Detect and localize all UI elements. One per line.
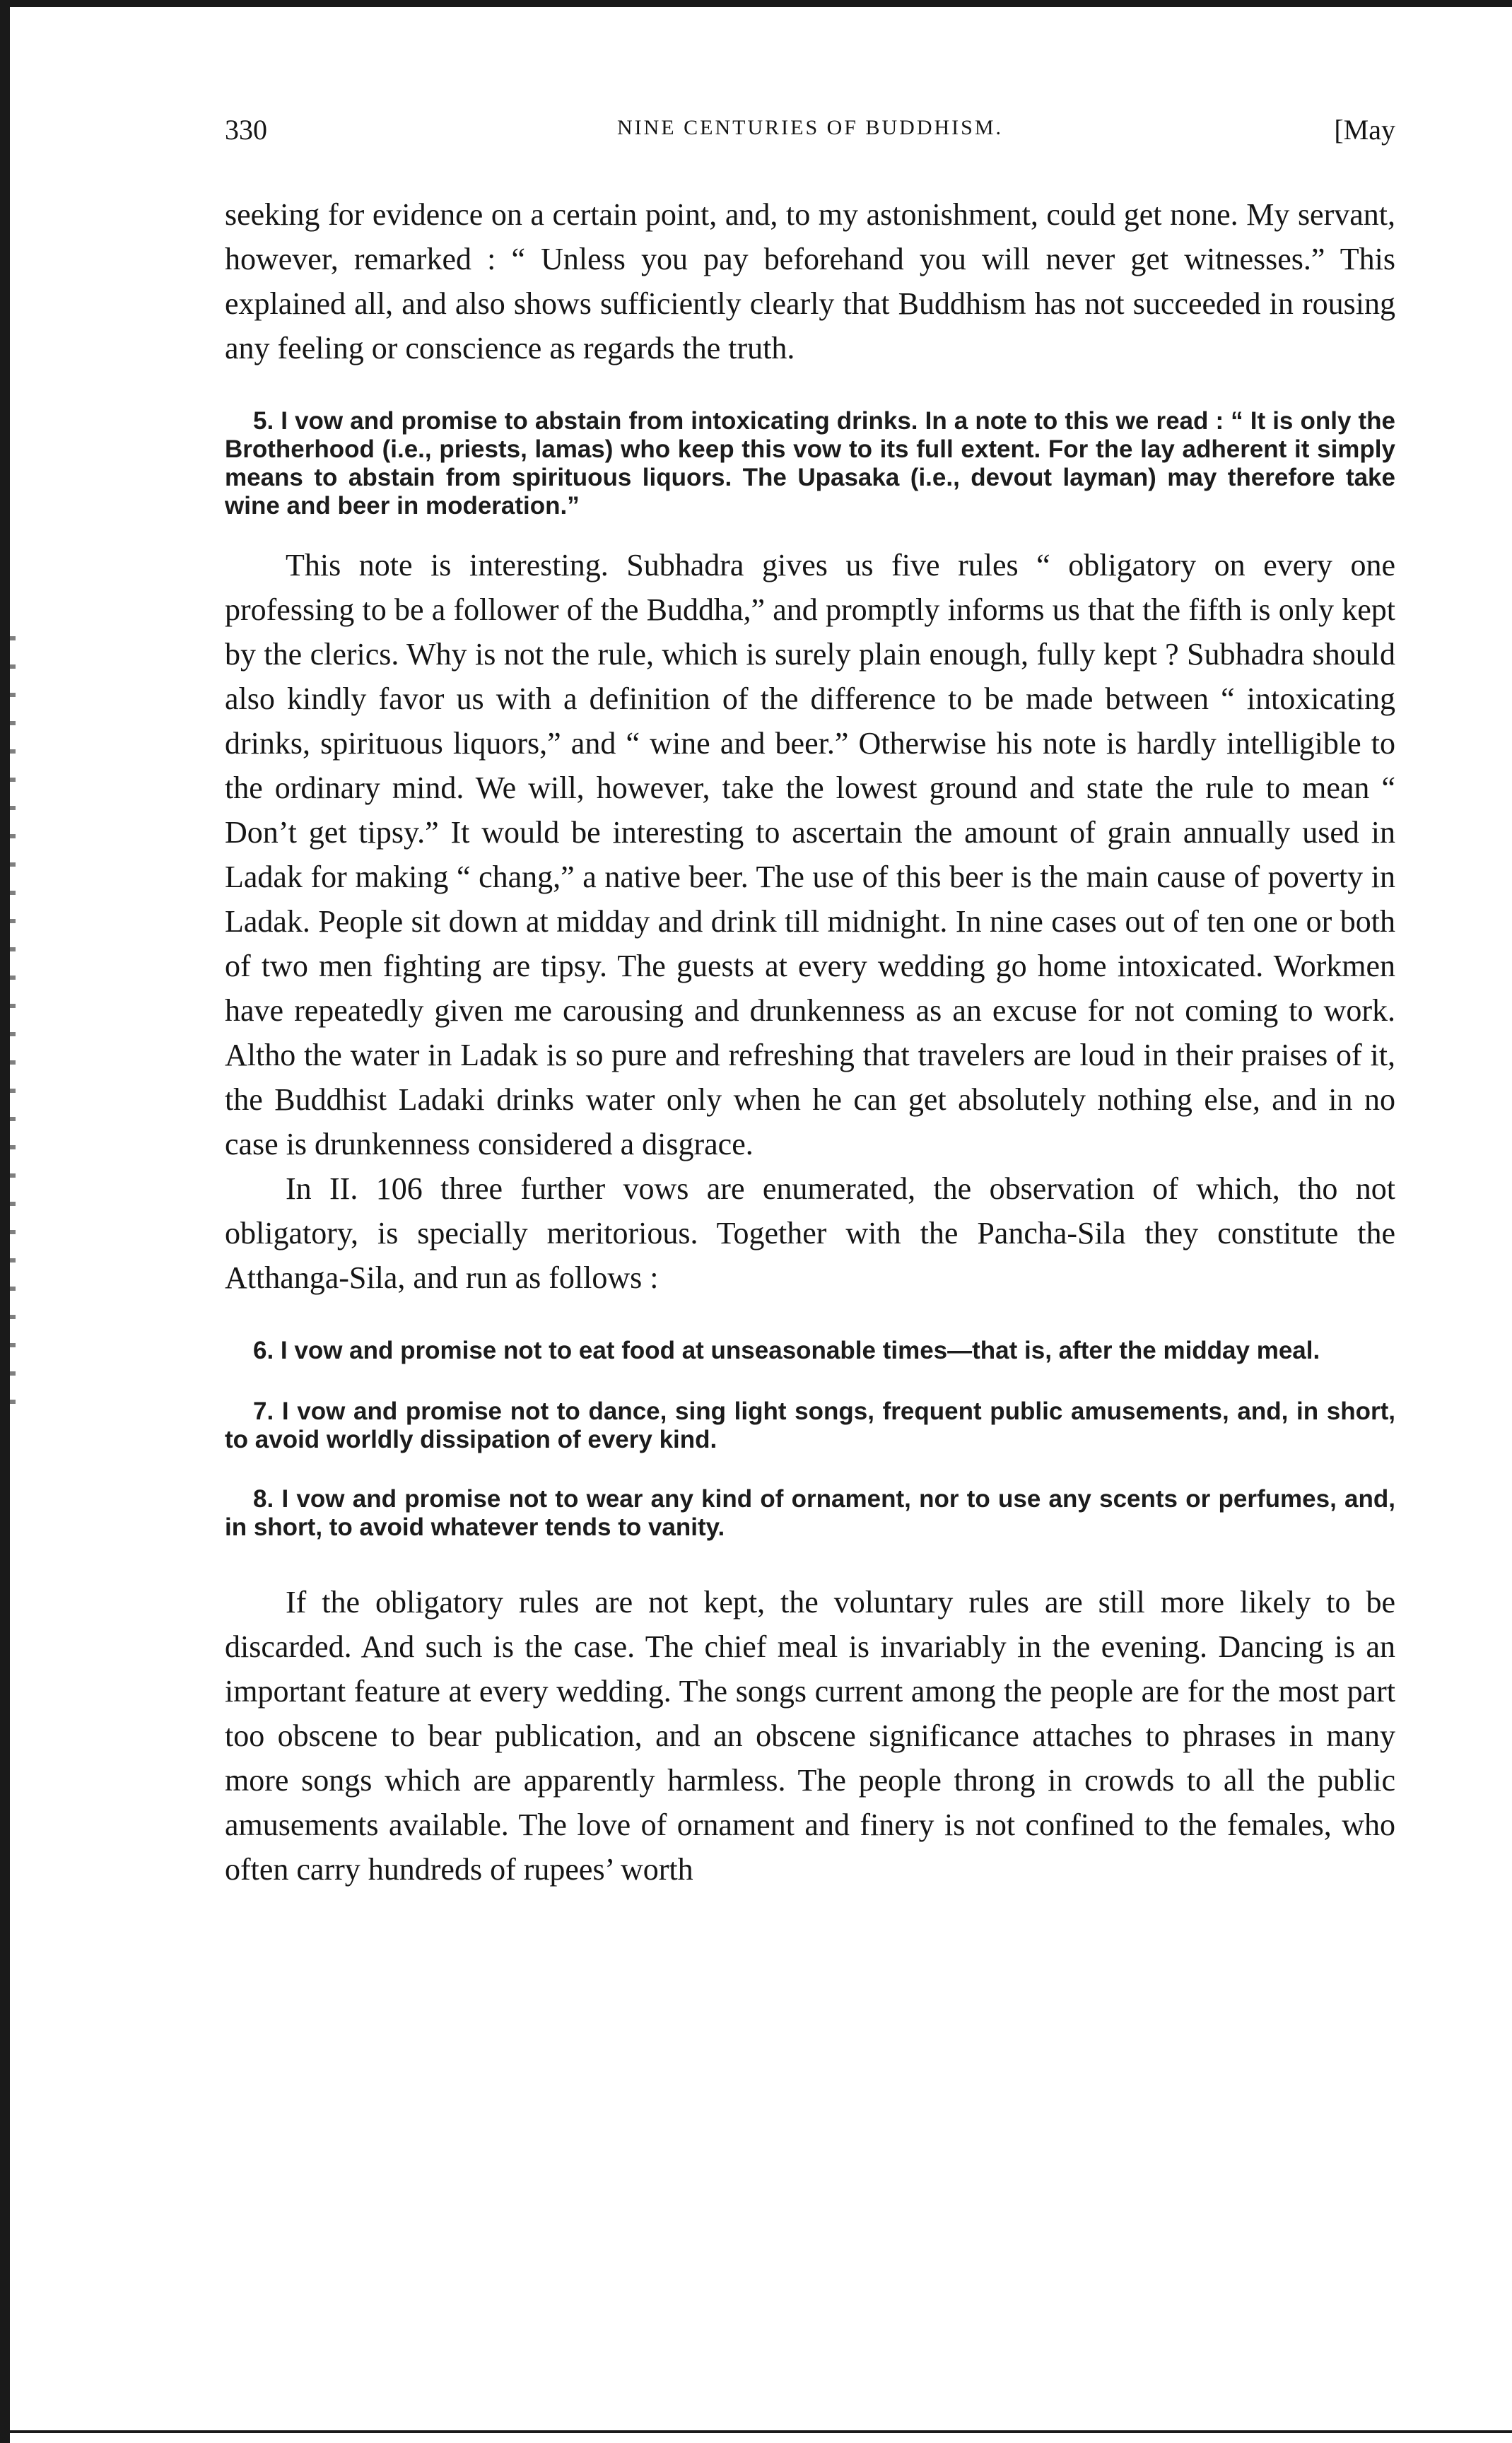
paragraph-voluntary-rules: If the obligatory rules are not kept, the voluntary rules are still more likely to be discarded. And such is the case. The chief meal is invariably in the evening. Dancing is an important feature at every wedding. The songs current among the people are for the most part too obscene to bear publication, and an obscene significance attaches to phrases in many more songs which are apparently harmless. The people throng in crowds to all the public amusements available. The love of ornament and finery is not confined to the females, who often carry hundreds of rupees’ worth xyxy=(225,1585,1395,1887)
running-title: NINE CENTURIES OF BUDDHISM. xyxy=(616,116,1003,139)
scan-bottom-rule xyxy=(0,2430,1512,2433)
page-number: 330 xyxy=(225,114,267,146)
scan-left-edge xyxy=(0,0,10,2443)
scan-top-edge xyxy=(0,0,1512,7)
scan-gutter-marks xyxy=(10,636,16,1414)
running-head xyxy=(225,106,1395,156)
running-month: [May xyxy=(1334,114,1395,146)
vow-5-quote: 5. I vow and promise to abstain from intoxicating drinks. In a note to this we read : “ It is only the Brotherhood (i.e., priests, lamas) who keep this vow to its full extent. For the lay adherent it simply means to abstain from spirituous liquors. The Upasaka (i.e., devout layman) may therefore take wine and beer in moderation.” xyxy=(225,407,1395,520)
paragraph-continued: seeking for evidence on a certain point, and, to my astonishment, could get none. My servant, however, remarked : “ Unless you pay beforehand you will never get witnesses.” This explained all, and also shows sufficiently clearly that Buddhism has not succeeded in rousing any feeling or conscience as regards the truth. xyxy=(225,197,1395,365)
paragraph-three-further-vows: In II. 106 three further vows are enumerated, the observation of which, tho not obligatory, is specially meritorious. Together with the Pancha-Sila they constitute the Atthanga-Sila, and run as follows : xyxy=(225,1171,1395,1295)
vow-8-quote: 8. I vow and promise not to wear any kind of ornament, nor to use any scents or perfumes, and, in short, to avoid whatever tends to vanity. xyxy=(225,1485,1395,1541)
paragraph-note-interesting: This note is interesting. Subhadra gives us five rules “ obligatory on every one professing to be a follower of the Buddha,” and promptly informs us that the fifth is only kept by the clerics. Why is not the rule, which is surely plain enough, fully kept ? Subhadra should also kindly favor us with a definition of the difference to be made between “ intoxicating drinks, spirituous liquors,” and “ wine and beer.” Otherwise his note is hardly intelligible to the ordinary mind. We will, however, take the lowest ground and state the rule to mean “ Don’t get tipsy.” It would be interesting to ascertain the amount of grain annually used in Ladak for making “ chang,” a native beer. The use of this beer is the main cause of poverty in Ladak. People sit down at midday and drink till midnight. In nine cases out of ten one or both of two men fighting are tipsy. The guests at every wedding go home intoxicated. Workmen have repeatedly given me carousing and drunkenness as an excuse for not coming to work. Altho the water in Ladak is so pure and refreshing that travelers are loud in their praises of it, the Buddhist Ladaki drinks water only when he can get absolutely nothing else, and in no case is drunkenness considered a disgrace. xyxy=(225,548,1395,1161)
vow-7-quote: 7. I vow and promise not to dance, sing light songs, frequent public amusements, and, in short, to avoid worldly dissipation of every kind. xyxy=(225,1398,1395,1453)
vow-6-quote: 6. I vow and promise not to eat food at unseasonable times—that is, after the midday meal. xyxy=(253,1337,1320,1364)
page xyxy=(225,106,1395,1892)
